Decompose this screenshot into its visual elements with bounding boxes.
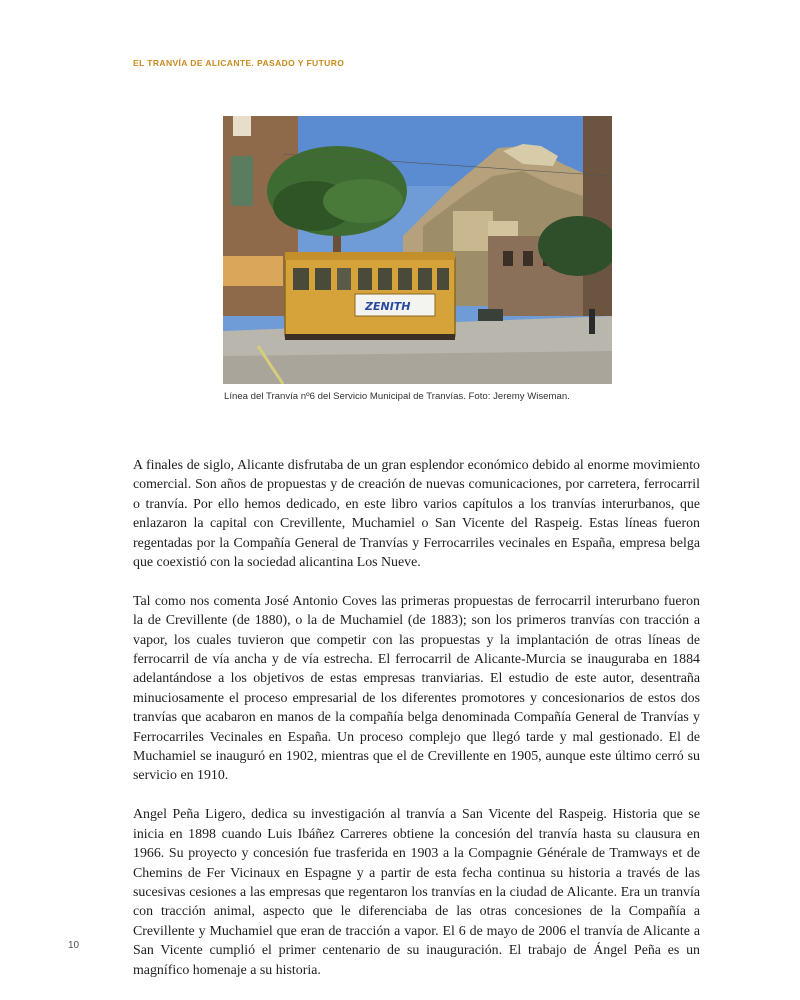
body-text — [133, 456, 700, 999]
paragraph-1: A finales de siglo, Alicante disfrutaba de un gran esplendor económico debido al enorme movimiento comercial. Son años de propuestas y de creación de nuevas comunicaciones, por carretera, ferrocarril o tranvía. Por ello hemos dedicado, en este libro varios capítulos a los tranvías interurbanos, que enlazaron la capital con Crevillente, Muchamiel o San Vicente del Raspeig. Estas líneas fueron regentadas por la Compañía General de Tranvías y Ferrocarriles vecinales en España, empresa belga que coexistió con la sociedad alicantina Los Nueve. — [133, 458, 700, 571]
page-number: 10 — [68, 940, 80, 951]
paragraph-3: Angel Peña Ligero, dedica su investigación al tranvía a San Vicente del Raspeig. Historia que se inicia en 1898 cuando Luis Ibáñez Carreres obtiene la concesión del tranvía hasta su clausura en 1966. Su proyecto y concesión fue trasferida en 1903 a la Compagnie Générale de Tramways et de Chemins de Fer Vicinaux en Espagne y a partir de esta fecha continua su historia a través de las sucesivas cesiones a las empresas que regentaron los tranvías en la ciudad de Alicante. Era un tranvía con tracción animal, aspecto que le diferenciaba de las otras concesiones de la Compañía a Crevillente y Muchamiel que eran de tracción a vapor. El 6 de mayo de 2006 el tranvía de Alicante a San Vicente cumplió el primer centenario de su inauguración. El trabajo de Ángel Peña es un magnífico homenaje a su historia. — [133, 807, 700, 978]
photo-caption: Línea del Tranvía nº6 del Servicio Municipal de Tranvías. Foto: Jeremy Wiseman. — [224, 391, 570, 402]
running-header: EL TRANVÍA DE ALICANTE. PASADO Y FUTURO — [133, 58, 345, 68]
paragraph-2: Tal como nos comenta José Antonio Coves las primeras propuestas de ferrocarril interurbano fueron la de Crevillente (de 1880), o la de Muchamiel (de 1883); son los primeros tranvías con tracción a vapor, los cuales tuvieron que competir con las propuestas y la implantación de otras líneas de ferrocarril de vía ancha y de vía estrecha. El ferrocarril de Alicante-Murcia se inauguraba en 1884 adelantándose a los objetivos de estas empresas tranviarias. El estudio de este autor, desentraña minuciosamente el proceso empresarial de los diferentes promotores y concesionarios de estos dos tranvías que acabaron en manos de la compañía belga denominada Compañía General de Tranvías y Ferrocarriles Vecinales en España. Un proceso complejo que llegó tarde y mal gestionado. El de Muchamiel se inauguró en 1902, mientras que el de Crevillente en 1905, aunque este último cerró su servicio en 1910. — [133, 593, 700, 784]
tram-photo — [223, 116, 612, 384]
tram-advert-text: ZENITH — [365, 300, 411, 313]
